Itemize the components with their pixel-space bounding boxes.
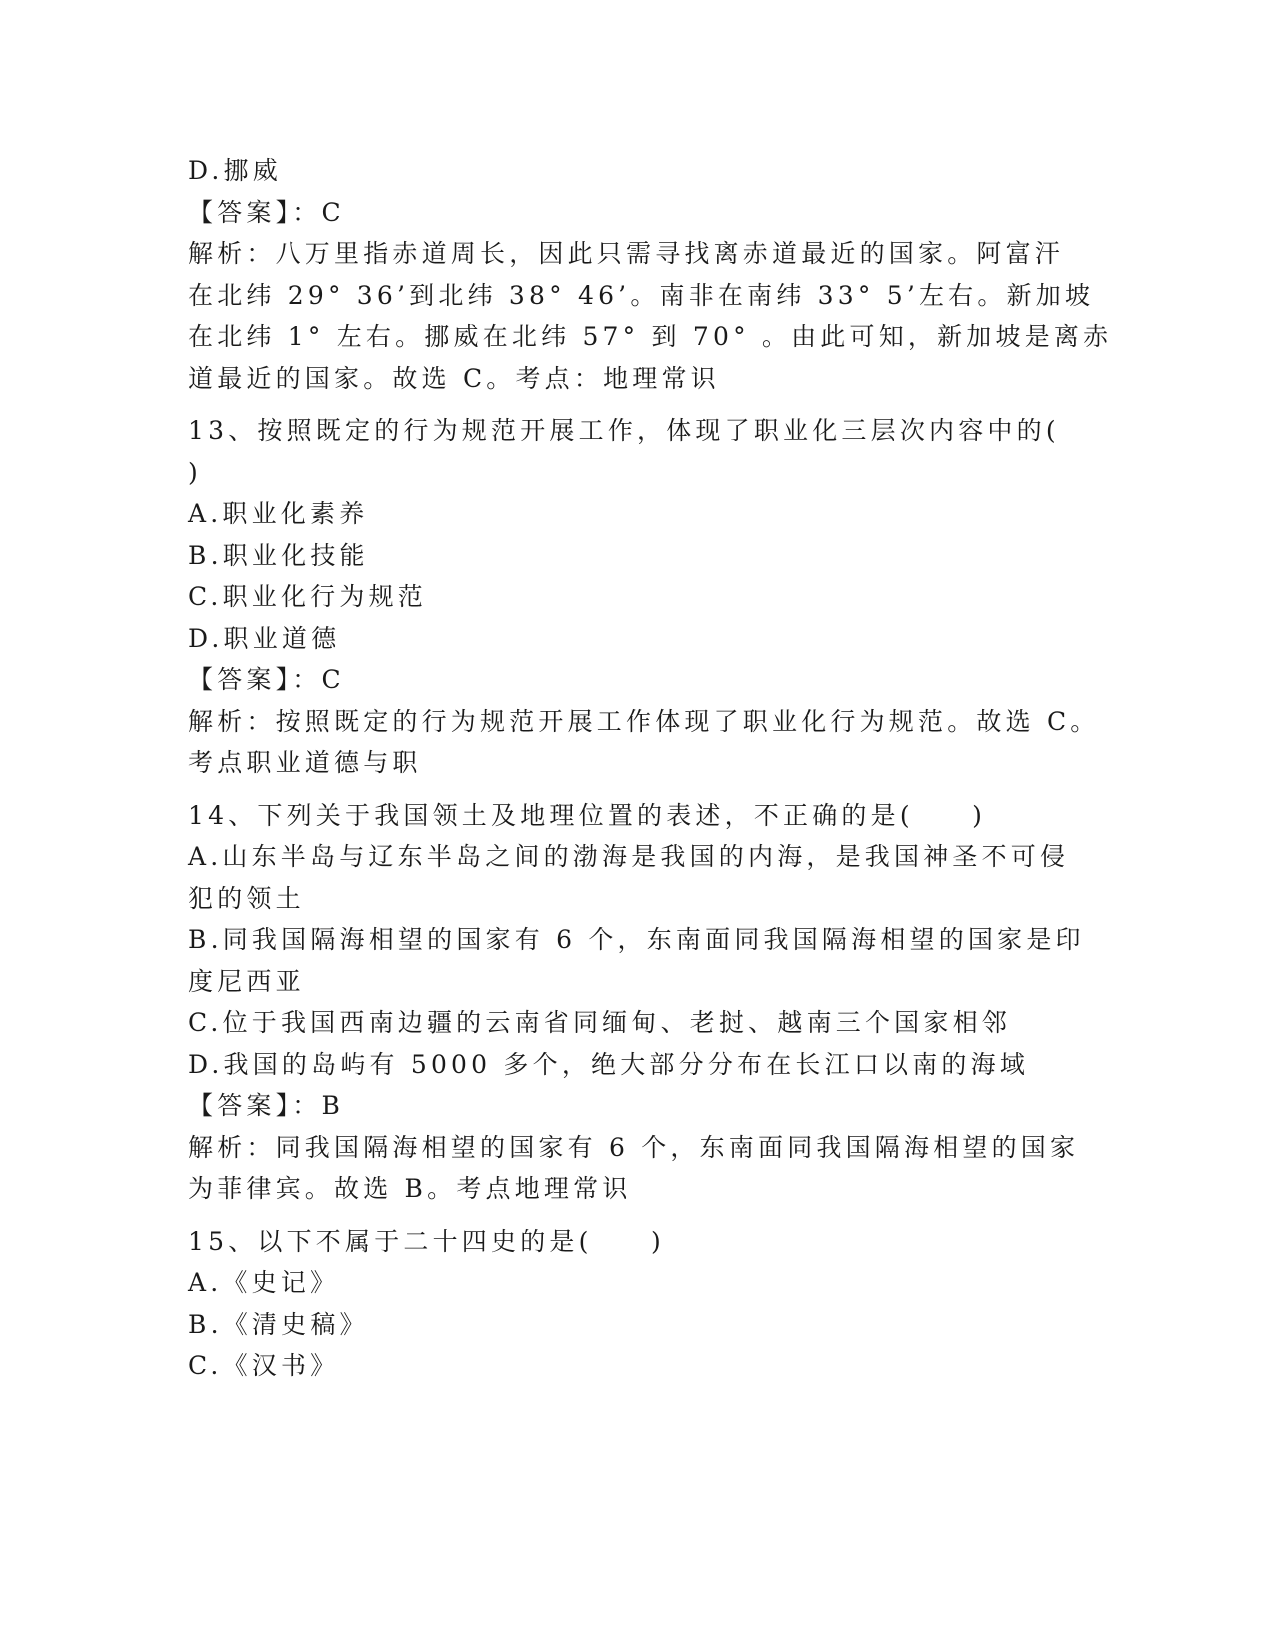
q12-option-d: D.挪威	[188, 156, 282, 185]
q14-option-a: A.山东半岛与辽东半岛之间的渤海是我国的内海，是我国神圣不可侵	[188, 842, 1070, 871]
q13-analysis-line: 解析：按照既定的行为规范开展工作体现了职业化行为规范。故选 C。	[188, 706, 1100, 736]
q14-option-c: C.位于我国西南边疆的云南省同缅甸、老挝、越南三个国家相邻	[188, 1008, 1011, 1037]
q15-option-c: C.《汉书》	[188, 1351, 340, 1380]
q12-analysis-line: 在北纬 1° 左右。挪威在北纬 57° 到 70° 。由此可知，新加坡是离赤	[188, 322, 1113, 351]
q12-analysis-line: 在北纬 29° 36’到北纬 38° 46’。南非在南纬 33° 5’左右。新加坡	[188, 280, 1095, 310]
q13-question: 13、按照既定的行为规范开展工作，体现了职业化三层次内容中的(	[188, 416, 1060, 445]
q14-question: 14、下列关于我国领土及地理位置的表述，不正确的是( )	[188, 800, 987, 830]
q13-option-b: B.职业化技能	[188, 540, 369, 570]
q13-analysis-line: 考点职业道德与职	[188, 748, 422, 777]
q14-option-b: B.同我国隔海相望的国家有 6 个，东南面同我国隔海相望的国家是印	[188, 925, 1085, 954]
q14-option-d: D.我国的岛屿有 5000 多个，绝大部分分布在长江口以南的海域	[188, 1049, 1030, 1079]
q14-analysis-line: 为菲律宾。故选 B。考点地理常识	[188, 1174, 632, 1203]
q14-option-b-cont: 度尼西亚	[188, 966, 305, 996]
q15-option-b: B.《清史稿》	[188, 1309, 369, 1339]
q14-analysis-line: 解析：同我国隔海相望的国家有 6 个，东南面同我国隔海相望的国家	[188, 1132, 1080, 1162]
q12-analysis-line: 道最近的国家。故选 C。考点：地理常识	[188, 363, 720, 393]
q15-question: 15、以下不属于二十四史的是( )	[188, 1226, 665, 1256]
q13-option-d: D.职业道德	[188, 623, 341, 653]
q13-option-c: C.职业化行为规范	[188, 582, 427, 611]
q14-answer: 【答案】：B	[188, 1091, 345, 1120]
q15-option-a: A.《史记》	[188, 1268, 340, 1297]
q13-question-cont: )	[188, 457, 202, 487]
q12-answer: 【答案】：C	[188, 197, 345, 227]
q12-analysis-line: 解析：八万里指赤道周长，因此只需寻找离赤道最近的国家。阿富汗	[188, 239, 1065, 268]
q14-option-a-cont: 犯的领土	[188, 883, 305, 913]
document-page	[188, 150, 1113, 1387]
q13-answer: 【答案】：C	[188, 665, 345, 694]
q13-option-a: A.职业化素养	[188, 499, 369, 528]
